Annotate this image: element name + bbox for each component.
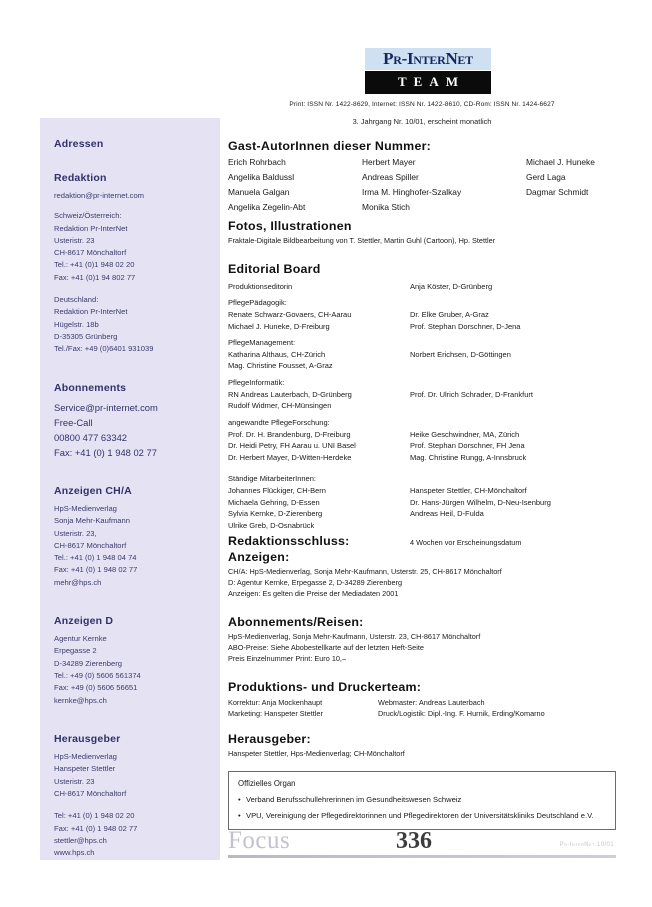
logo-team-band (365, 71, 491, 94)
address-line: Deutschland: (54, 295, 99, 305)
herausgeber-email[interactable]: stettler@hps.ch (54, 835, 107, 845)
address-line: Fax: +41 (0) 1 948 02 77 (54, 565, 138, 575)
organ-box-title: Offizielles Organ (238, 779, 296, 789)
anzeigen-cha-email[interactable]: mehr@hps.ch (54, 577, 102, 587)
author-name (526, 203, 616, 213)
anzeigen-d-email[interactable]: kernke@hps.ch (54, 695, 107, 705)
address-line: Tel.: +41 (0)1 948 02 20 (54, 260, 135, 270)
anzeigen-d-block (54, 633, 206, 707)
sidebar-heading-anzeigen-cha: Anzeigen CH/A (54, 484, 132, 497)
produktionsteam-entry: Webmaster: Andreas Lauterbach (378, 697, 485, 707)
abonnements-block (54, 400, 206, 460)
board-member: Prof. Stephan Dorschner, D-Jena (410, 321, 521, 331)
produktionsteam-entry: Korrektur: Anja Mockenhaupt (228, 697, 323, 707)
address-line: D-34289 Zierenberg (54, 658, 122, 668)
board-member: Mag. Christine Rungg, A-Innsbruck (410, 452, 527, 462)
board-member: Prof. Dr. H. Brandenburg, D-Freiburg (228, 429, 351, 439)
staff-member (410, 520, 616, 532)
staff-member: Michaela Gehring, D-Essen (228, 497, 320, 507)
address-line: Tel.: +41 (0) 1 948 04 74 (54, 553, 137, 563)
board-group (228, 309, 616, 332)
board-member: Rudolf Widmer, CH-Münsingen (228, 401, 332, 411)
produktionseditorin-row (228, 281, 616, 293)
produktionseditorin-value: Anja Köster, D-Grünberg (410, 281, 493, 291)
sidebar-heading-redaktion: Redaktion (54, 172, 107, 185)
address-line: Redaktion Pr-InterNet (54, 307, 128, 317)
heading-anzeigen: Anzeigen: (228, 550, 290, 565)
masthead-logo (365, 48, 491, 94)
issn-line: Print: ISSN Nr. 1422-8629, Internet: ISSN Nr. 1422-8610, CD-Rom: ISSN Nr. 1424-6627 (289, 101, 555, 108)
author-name: Michael J. Huneke (526, 156, 595, 167)
organ-list-item (238, 810, 606, 821)
board-category: PflegeInformatik: (228, 378, 285, 388)
address-line: HpS-Medienverlag (54, 752, 117, 762)
bullet-icon: • (238, 795, 241, 805)
spacer (228, 253, 616, 262)
spacer (54, 599, 206, 615)
logo-wordmark-band (365, 48, 491, 70)
board-member: RN Andreas Lauterbach, D-Grünberg (228, 389, 352, 399)
redaktion-email[interactable]: redaktion@pr-internet.com (54, 191, 145, 201)
board-category: PflegeManagement: (228, 338, 296, 348)
staff-member: Dr. Hans-Jürgen Wilhelm, D-Neu-Isenburg (410, 497, 551, 507)
address-line: CH-8617 Mönchaltorf (54, 540, 127, 550)
footer-page-number: 336 (396, 828, 432, 854)
author-name: Angelika Baldussl (228, 172, 295, 183)
abonnements-email[interactable]: Service@pr-internet.com (54, 401, 158, 413)
bullet-icon: • (238, 811, 241, 821)
address-line: Agentur Kernke (54, 634, 107, 644)
sidebar-heading-abonnements: Abonnements (54, 381, 127, 394)
address-line: Redaktion Pr-InterNet (54, 223, 128, 233)
address-line: Fax: +41 (0) 1 948 02 77 (54, 823, 138, 833)
redaktionsschluss-value: 4 Wochen vor Erscheinungsdatum (410, 537, 522, 547)
herausgeber-main-text: Hanspeter Stettler, Hps-Medienverlag; CH-Mönchaltorf (228, 749, 405, 759)
heading-produktionsteam: Produktions- und Druckerteam: (228, 679, 422, 694)
sidebar-heading-anzeigen-d: Anzeigen D (54, 615, 114, 628)
board-member: Prof. Dr. Ulrich Schrader, D-Frankfurt (410, 389, 533, 399)
staff-category: Ständige MitarbeiterInnen: (228, 474, 316, 484)
heading-herausgeber-main: Herausgeber: (228, 732, 311, 747)
heading-abonnements-reisen: Abonnements/Reisen: (228, 615, 364, 630)
abonnements-phone: 00800 477 63342 (54, 431, 127, 443)
organ-item-text: Verband Berufsschullehrerinnen im Gesundheitswesen Schweiz (246, 795, 462, 805)
board-member: Dr. Heidi Petry, FH Aarau u. UNI Basel (228, 441, 356, 451)
board-member: Renate Schwarz-Govaers, CH-Aarau (228, 309, 352, 319)
guest-authors-grid (228, 158, 616, 213)
page-footer (228, 828, 616, 860)
offizielles-organ-box (228, 771, 616, 830)
address-line: Usteristr. 23, (54, 528, 97, 538)
organ-box-list (238, 794, 606, 821)
anzeigen-line: D: Agentur Kernke, Erpegasse 2, D-34289 Zierenberg (228, 578, 403, 588)
abonnements-line: HpS-Medienverlag, Sonja Mehr-Kaufmann, Usterstr. 23, CH-8617 Mönchaltorf (228, 632, 481, 641)
fotos-credits: Fraktale-Digitale Bildbearbeitung von T. Stettler, Martin Guhl (Cartoon), Hp. Stettler (228, 235, 496, 245)
abonnements-line: Preis Einzelnummer Print: Euro 10,– (228, 653, 347, 663)
redaktionsschluss-row (228, 534, 616, 551)
author-name: Andreas Spiller (362, 172, 419, 183)
author-name: Manuela Galgan (228, 187, 290, 198)
address-line: Hügelstr. 18b (54, 319, 99, 329)
staff-member: Hanspeter Stettler, CH-Mönchaltorf (410, 486, 527, 496)
board-member: Norbert Erichsen, D-Göttingen (410, 349, 511, 359)
organ-item-text: VPU, Vereinigung der Pflegedirektorinnen und Pflegedirektoren der Universitätskliniks Deutschland e.V. (246, 811, 594, 821)
herausgeber-website[interactable]: www.hps.ch (54, 848, 95, 858)
redaktion-de-block (54, 294, 206, 355)
address-line: Erpegasse 2 (54, 646, 97, 656)
board-group (228, 349, 616, 372)
board-member: Prof. Stephan Dorschner, FH Jena (410, 441, 525, 451)
author-name: Erich Rohrbach (228, 156, 286, 167)
produktionsteam-entry: Marketing: Hanspeter Stettler (228, 708, 323, 718)
footer-brand-label: Pr-InterNet 10/01 (559, 842, 614, 848)
board-member: Mag. Christine Fousset, A-Graz (228, 361, 333, 371)
heading-redaktionsschluss: Redaktionsschluss: (228, 533, 350, 548)
heading-guest-authors: Gast-AutorInnen dieser Nummer: (228, 139, 432, 153)
jahrgang-line: 3. Jahrgang Nr. 10/01, erscheint monatlich (352, 117, 492, 126)
footer-section-label: Focus (228, 827, 291, 854)
address-line: Fax: +49 (0) 5606 56651 (54, 683, 138, 693)
address-line: Schweiz/Österreich: (54, 211, 122, 221)
spacer (54, 464, 206, 485)
board-category: PflegePädagogik: (228, 298, 287, 308)
author-name: Gerd Laga (526, 172, 566, 183)
logo-team-text: TEAM (398, 74, 465, 89)
address-line: Fax: +41 (0)1 94 802 77 (54, 272, 136, 282)
anzeigen-line: CH/A: HpS-Medienverlag, Sonja Mehr-Kaufmann, Usterstr. 25, CH-8617 Mönchaltorf (228, 567, 502, 577)
sidebar-title: Adressen (54, 138, 104, 150)
address-line: Tel.: +49 (0) 5606 561374 (54, 671, 141, 681)
spacer (54, 717, 206, 733)
staff-member: Sylvia Kernke, D-Zierenberg (228, 509, 323, 519)
herausgeber-block-a (54, 751, 206, 800)
produktionseditorin-label: Produktionseditorin (228, 281, 293, 291)
spacer (228, 719, 616, 732)
herausgeber-block-b (54, 810, 206, 859)
board-group (228, 429, 616, 464)
address-line: CH-8617 Mönchaltorf (54, 788, 127, 798)
spacer (228, 671, 616, 680)
anzeigen-cha-block (54, 503, 206, 589)
sidebar-addresses (40, 118, 220, 860)
staff-group (228, 485, 616, 532)
author-name: Monika Stich (362, 202, 410, 213)
board-category: angewandte PflegeForschung: (228, 417, 330, 427)
board-member (410, 400, 616, 412)
spacer (228, 606, 616, 615)
board-member: Heike Geschwindner, MA, Zürich (410, 429, 520, 439)
address-line: CH-8617 Mönchaltorf (54, 248, 127, 258)
logo-wordmark-text: Pr-InterNet (383, 49, 473, 68)
heading-fotos: Fotos, Illustrationen (228, 219, 352, 233)
address-line: Tel./Fax: +49 (0)6401 931039 (54, 344, 154, 354)
address-line: D-35305 Grünberg (54, 331, 118, 341)
address-line: Hanspeter Stettler (54, 764, 116, 774)
redaktion-ch-at-block (54, 210, 206, 284)
anzeigen-line: Anzeigen: Es gelten die Preise der Mediadaten 2001 (228, 589, 399, 599)
footer-rule (228, 855, 616, 858)
author-name: Dagmar Schmidt (526, 187, 589, 198)
spacer (54, 366, 206, 382)
spacer (54, 156, 206, 172)
address-line: Tel: +41 (0) 1 948 02 20 (54, 811, 135, 821)
organ-list-item (238, 794, 606, 805)
sidebar-heading-herausgeber: Herausgeber (54, 732, 121, 745)
board-member: Katharina Althaus, CH-Zürich (228, 349, 326, 359)
board-member: Dr. Elke Gruber, A-Graz (410, 309, 489, 319)
produktionsteam-entry: Druck/Logistik: Dipl.-Ing. F. Hurnik, Erding/Komarno (378, 708, 545, 718)
abonnements-line: ABO-Preise: Siehe Abobestellkarte auf der letzten Heft-Seite (228, 642, 424, 652)
author-name: Angelika Zegelin-Abt (228, 202, 306, 213)
produktionsteam-grid (228, 697, 616, 720)
board-member: Dr. Herbert Mayer, D-Witten-Herdeke (228, 452, 352, 462)
address-line: HpS-Medienverlag (54, 503, 117, 513)
address-line: Sonja Mehr-Kaufmann (54, 516, 130, 526)
main-content (228, 48, 616, 830)
board-member (410, 360, 616, 372)
abonnements-line: Free-Call (54, 416, 93, 428)
staff-member: Johannes Flückiger, CH-Bern (228, 486, 326, 496)
staff-member: Ulrike Greb, D-Osnabrück (228, 520, 315, 530)
address-line: Usteristr. 23 (54, 776, 95, 786)
staff-member: Andreas Heil, D-Fulda (410, 509, 484, 519)
abonnements-fax: Fax: +41 (0) 1 948 02 77 (54, 446, 157, 458)
board-member: Michael J. Huneke, D-Freiburg (228, 321, 330, 331)
board-group (228, 389, 616, 412)
author-name: Herbert Mayer (362, 156, 416, 167)
heading-editorial-board: Editorial Board (228, 261, 321, 276)
spacer (228, 463, 616, 468)
address-line: Usteristr. 23 (54, 235, 95, 245)
author-name: Irma M. Hinghofer-Szalkay (362, 187, 462, 198)
